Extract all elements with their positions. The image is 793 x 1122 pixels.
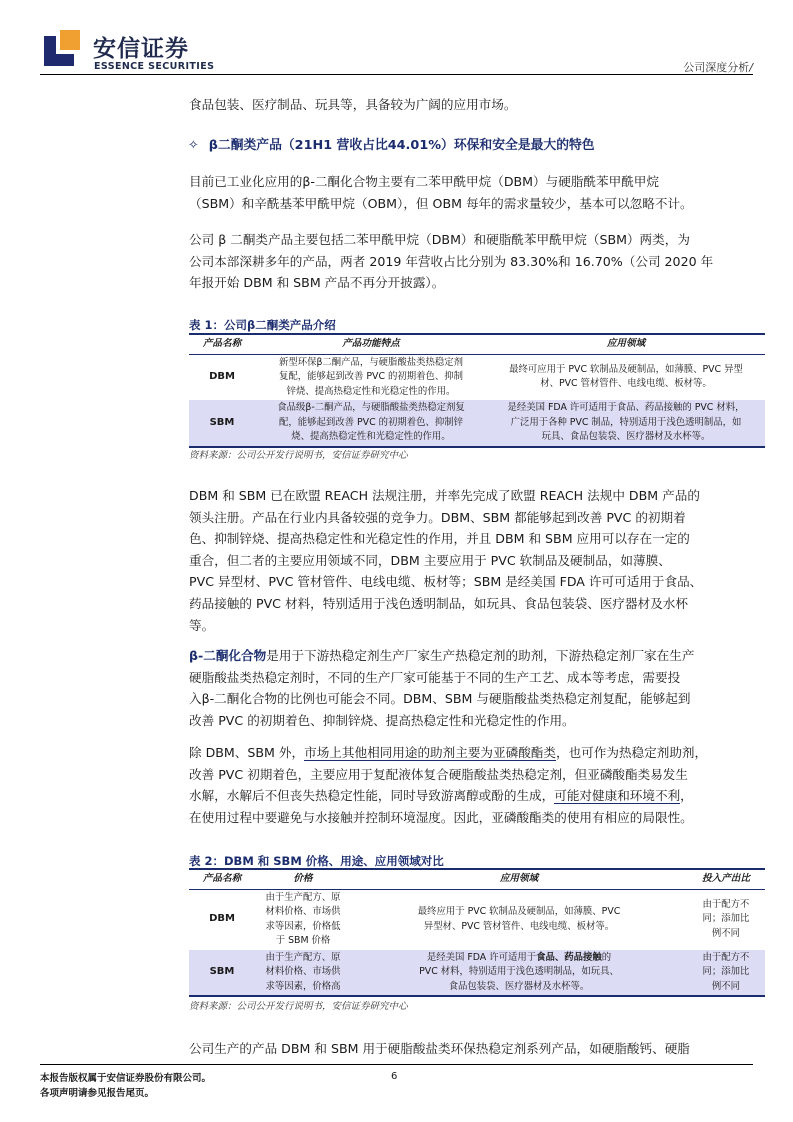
table1-header: 产品功能特点 — [342, 338, 400, 349]
report-type: 公司深度分析/ — [683, 61, 753, 74]
product-name: DBM — [209, 371, 235, 382]
table2 — [189, 868, 765, 997]
product-feature: 新型环保β二酮产品，与硬脂酸盐类热稳定剂 复配，能够起到改善 PVC 的初期着色、抑制 锌烧、提高热稳定性和光稳定性的作用。 — [278, 356, 464, 397]
product-usage: 是经美国 FDA 许可适用于食品、药品接触的 PVC 材料， 广泛用于各种 PVC 制品，特别适用于浅色透明制品，如 玩具、食品包装袋、医疗器材及水杯等。 — [487, 400, 765, 447]
product-ratio: 由于配方不 同；添加比 例不同 — [702, 898, 750, 939]
table2-header: 应用领域 — [499, 873, 539, 884]
table1-header: 应用领域 — [606, 338, 646, 349]
paragraph-3: DBM 和 SBM 已在欧盟 REACH 法规注册，并率先完成了欧盟 REACH 法规中 DBM 产品的 领头注册。产品在行业内具备较强的竞争力。DBM、SBM 都能够起到改善 PVC 的初期着 色、抑制锌烧、提高热稳定性和光稳定性的作用，并且 DBM 和 SBM 应用可以存在一定的 重合，但二者的主要应用领域不同，DBM 主要应用于 PVC 软制品及硬制品，如薄膜、 PVC 异型材、PVC 管材管件、电线电缆、板材等；SBM 是经美国 FDA 许可可适用于食品、 药品接触的 PVC 材料，特别适用于浅色透明制品，如玩具、食品包装袋、医疗器材及水杯 等。 — [189, 488, 703, 633]
paragraph-intro: 食品包装、医疗制品、玩具等，具备较为广阔的应用市场。 — [189, 97, 517, 112]
table1 — [189, 333, 765, 448]
disclaimer-note: 各项声明请参见报告尾页。 — [40, 1088, 155, 1099]
product-price: 由于生产配方、原 材料价格、市场供 求等因素，价格低 于 SBM 价格 — [265, 891, 341, 946]
brand-name-en: ESSENCE SECURITIES — [94, 61, 215, 72]
table2-caption: 表 2：DBM 和 SBM 价格、用途、应用领域对比 — [189, 854, 444, 868]
underlined-text: 市场上其他相同用途的助剂主要为亚磷酸酯类 — [304, 745, 556, 760]
paragraph-5: 除 DBM、SBM 外，市场上其他相同用途的助剂主要为亚磷酸酯类，也可作为热稳定剂助剂， 改善 PVC 初期着色，主要应用于复配液体复合硬脂酸盐类热稳定剂，但亚磷酸酯类易发生 水解，水解后不但丧失热稳定性能，同时导致游离醇或酚的生成，可能对健康和环境不利， 在使用过程中要避免与水接触并控制环境湿度。因此，亚磷酸酯类的使用有相应的局限性。 — [189, 745, 708, 825]
product-ratio: 由于配方不 同；添加比 例不同 — [687, 950, 765, 997]
copyright-notice: 本报告版权属于安信证券股份有限公司。 — [40, 1073, 212, 1084]
table2-header: 投入产出比 — [702, 873, 750, 884]
page-number: 6 — [391, 1071, 398, 1082]
paragraph-1: 目前已工业化应用的β-二酮化合物主要有二苯甲酰甲烷（DBM）与硬脂酰苯甲酰甲烷 （SBM）和辛酰基苯甲酰甲烷（OBM），但 OBM 每年的需求量较少，基本可以忽略不计。 — [189, 174, 693, 211]
paragraph-6: 公司生产的产品 DBM 和 SBM 用于硬脂酸盐类环保热稳定剂系列产品，如硬脂酸钙、硬脂 — [189, 1041, 690, 1056]
product-price: 由于生产配方、原 材料价格、市场供 求等因素，价格高 — [255, 950, 351, 997]
table2-header: 价格 — [293, 873, 313, 884]
table2-source: 资料来源：公司公开发行说明书，安信证券研究中心 — [189, 1001, 408, 1012]
table1-header: 产品名称 — [202, 338, 242, 349]
table-row — [189, 400, 765, 447]
product-usage: 最终应用于 PVC 软制品及硬制品，如薄膜、PVC 异型材、PVC 管材管件、电线电缆、板材等。 — [417, 906, 621, 932]
table-row — [189, 950, 765, 997]
logo-icon — [42, 28, 82, 68]
table-row — [189, 889, 765, 950]
brand-name-cn: 安信证券 — [93, 36, 189, 62]
highlight-term: β-二酮化合物 — [189, 648, 267, 663]
product-usage: 最终可应用于 PVC 软制品及硬制品，如薄膜、PVC 异型 材、PVC 管材管件、电线电缆、板材等。 — [509, 363, 743, 390]
product-name: SBM — [189, 400, 255, 447]
section-title: ✧ β二酮类产品（21H1 营收占比44.01%）环保和安全是最大的特色 — [188, 138, 595, 153]
footer-rule — [40, 1064, 753, 1065]
product-name: SBM — [189, 950, 255, 997]
header-rule — [40, 74, 753, 75]
paragraph-4: β-二酮化合物是用于下游热稳定剂生产厂家生产热稳定剂的助剂，下游热稳定剂厂家在生产 硬脂酸盐类热稳定剂时，不同的生产厂家可能基于不同的生产工艺、成本等考虑，需要投 入β-二酮化合物的比例也可能会不同。DBM、SBM 与硬脂酸盐类热稳定剂复配，能够起到 改善 PVC 的初期着色、抑制锌烧、提高热稳定性和光稳定性的作用。 — [189, 648, 695, 728]
underlined-text: 可能对健康和环境不利 — [554, 788, 681, 804]
product-feature: 食品级β-二酮产品，与硬脂酸盐类热稳定剂复 配，能够起到改善 PVC 的初期着色、抑制锌 烧、提高热稳定性和光稳定性的作用。 — [255, 400, 487, 447]
paragraph-2: 公司 β 二酮类产品主要包括二苯甲酰甲烷（DBM）和硬脂酰苯甲酰甲烷（SBM）两类，为 公司本部深耕多年的产品，两者 2019 年营收占比分别为 83.30%和 16.70%（公司 2020 年 年报开始 DBM 和 SBM 产品不再分开披露）。 — [189, 232, 714, 291]
product-usage: 是经美国 FDA 许可适用于食品、药品接触的 PVC 材料，特别适用于浅色透明制品，如玩具、 食品包装袋、医疗器材及水杯等。 — [351, 950, 687, 997]
product-name: DBM — [209, 913, 235, 925]
table2-header: 产品名称 — [202, 873, 242, 884]
table-row — [189, 354, 765, 400]
table1-caption: 表 1：公司β二酮类产品介绍 — [189, 318, 336, 332]
diamond-bullet-icon: ✧ — [188, 138, 199, 153]
table1-source: 资料来源：公司公开发行说明书，安信证券研究中心 — [189, 450, 408, 461]
